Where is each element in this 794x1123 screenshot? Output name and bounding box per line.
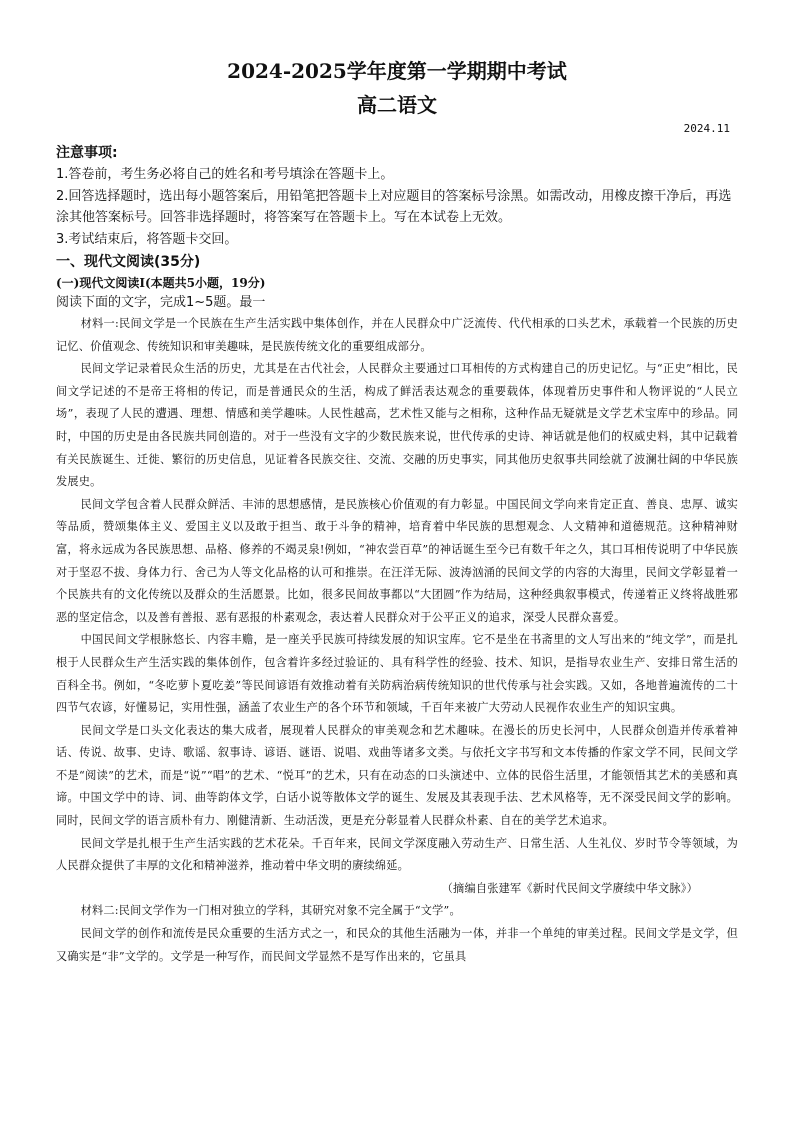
passage-paragraph: 中国民间文学根脉悠长、内容丰赡，是一座关乎民族可持续发展的知识宝库。它不是坐在书斋里的文人写出来的“纯文学”，而是扎根于人民群众生产生活实践的集体创作，包含着许多经过验证的、具有科学性的经验、技术、知识，是指导农业生产、安排日常生活的百科全书。例如，“冬吃萝卜夏吃姜”等民间谚语有效推动着有关防病治病传统知识的世代传承与社会实践。又如，各地普遍流传的二十四节气农谚，好懂易记，实用性强，涵盖了农业生产的各个环节和领域，千百年来被广大劳动人民视作农业生产的知识宝典。 [56, 633, 738, 715]
exam-date: 2024.11 [683, 122, 730, 135]
subsection-title: (一)现代文阅读Ⅰ(本题共5小题，19分) [56, 276, 266, 290]
passage-body [56, 313, 738, 968]
passage-paragraph: 民间文学是扎根于生产生活实践的艺术花朵。千百年来，民间文学深度融入劳动生产、日常生活、人生礼仪、岁时节令等领域，为人民群众提供了丰厚的文化和精神滋养，推动着中华文明的赓续绵延。 [56, 836, 738, 873]
passage-paragraph: 材料一:民间文学是一个民族在生产生活实践中集体创作，并在人民群众中广泛流传、代代相承的口头艺术，承载着一个民族的历史记忆、价值观念、传统知识和审美趣味，是民族传统文化的重要组成部分。 [56, 317, 738, 353]
notice-item: 2.回答选择题时，选出每小题答案后，用铅笔把答题卡上对应题目的答案标号涂黑。如需改动，用橡皮擦干净后，再选涂其他答案标号。回答非选择题时，将答案写在答题卡上。写在本试卷上无效。 [56, 188, 732, 225]
section-title: 一、现代文阅读(35分) [56, 254, 201, 270]
exam-title: 2024-2025学年度第一学期期中考试 [227, 59, 567, 83]
reading-instruction: 阅读下面的文字，完成1~5题。最一 [56, 295, 266, 310]
notice-list [56, 164, 738, 250]
passage-paragraph: 民间文学的创作和流传是民众重要的生活方式之一，和民众的其他生活融为一体，并非一个单纯的审美过程。民间文学是文学，但又确实是“非”文学的。文学是一种写作，而民间文学显然不是写作出来的，它虽具 [56, 927, 738, 963]
notice-item: 3.考试结束后，将答题卡交回。 [56, 231, 238, 247]
passage-paragraph: 民间文学包含着人民群众鲜活、丰沛的思想感情，是民族核心价值观的有力彰显。中国民间文学向来肯定正直、善良、忠厚、诚实等品质，赞颂集体主义、爱国主义以及敢于担当、敢于斗争的精神，培育着中华民族的思想观念、人文精神和道德规范。这种精神财富，将永远成为各民族思想、品格、修养的不竭灵泉!例如，“神农尝百草”的神话诞生至今已有数千年之久，其口耳相传说明了中华民族对于坚忍不拔、身体力行、舍己为人等文化品格的认可和推崇。在汪洋无际、波涛汹涌的民间文学的内容的大海里，民间文学彰显着一个民族共有的文化传统以及群众的生活愿景。比如，很多民间故事都以“大团圆”作为结局，这种经典叙事模式，传递着正义终将战胜邪恶的坚定信念，以及善有善报、恶有恶报的朴素观念，表达着人民群众对于公平正义的追求，深受人民群众喜爱。 [56, 497, 738, 624]
passage-source: （摘编自张建军《新时代民间文学赓续中华文脉》） [441, 881, 698, 895]
exam-subtitle: 高二语文 [357, 93, 437, 117]
notice-heading: 注意事项: [56, 145, 118, 161]
passage-paragraph: 民间文学记录着民众生活的历史，尤其是在古代社会，人民群众主要通过口耳相传的方式构建自己的历史记忆。与“正史”相比，民间文学记述的不是帝王将相的传记，而是普通民众的生活，构成了鲜活表达观念的重要载体，体现着历史事件和人物评说的“人民立场”，表现了人民的遭遇、理想、情感和美学趣味。人民性越高，艺术性又能与之相称，这种作品无疑就是文学艺术宝库中的珍品。同时，中国的历史是由各民族共同创造的。对于一些没有文字的少数民族来说，世代传承的史诗、神话就是他们的权威史料，其中记载着有关民族诞生、迁徙、繁衍的历史信息，见证着各民族交往、交流、交融的历史事实，同其他历史叙事共同绘就了波澜壮阔的中华民族发展史。 [56, 362, 738, 489]
notice-item: 1.答卷前，考生务必将自己的姓名和考号填涂在答题卡上。 [56, 167, 394, 182]
passage-paragraph: 民间文学是口头文化表达的集大成者，展现着人民群众的审美观念和艺术趣味。在漫长的历史长河中，人民群众创造并传承着神话、传说、故事、史诗、歌谣、叙事诗、谚语、谜语、说唱、戏曲等诸多文类。与依托文字书写和文本传播的作家文学不同，民间文学不是“阅读”的艺术，而是“说”“唱”的艺术、“悦耳”的艺术，只有在动态的口头演述中、立体的民俗生活里，才能领悟其艺术的美感和真谛。中国文学中的诗、词、曲等韵体文学，白话小说等散体文学的诞生、发展及其表现手法、艺术风格等，无不深受民间文学的影响。同时，民间文学的语言质朴有力、刚健清新、生动活泼，更是充分彰显着人民群众朴素、自在的美学艺术追求。 [56, 723, 738, 828]
passage-paragraph: 材料二:民间文学作为一门相对独立的学科，其研究对象不完全属于“文学”。 [80, 904, 461, 918]
